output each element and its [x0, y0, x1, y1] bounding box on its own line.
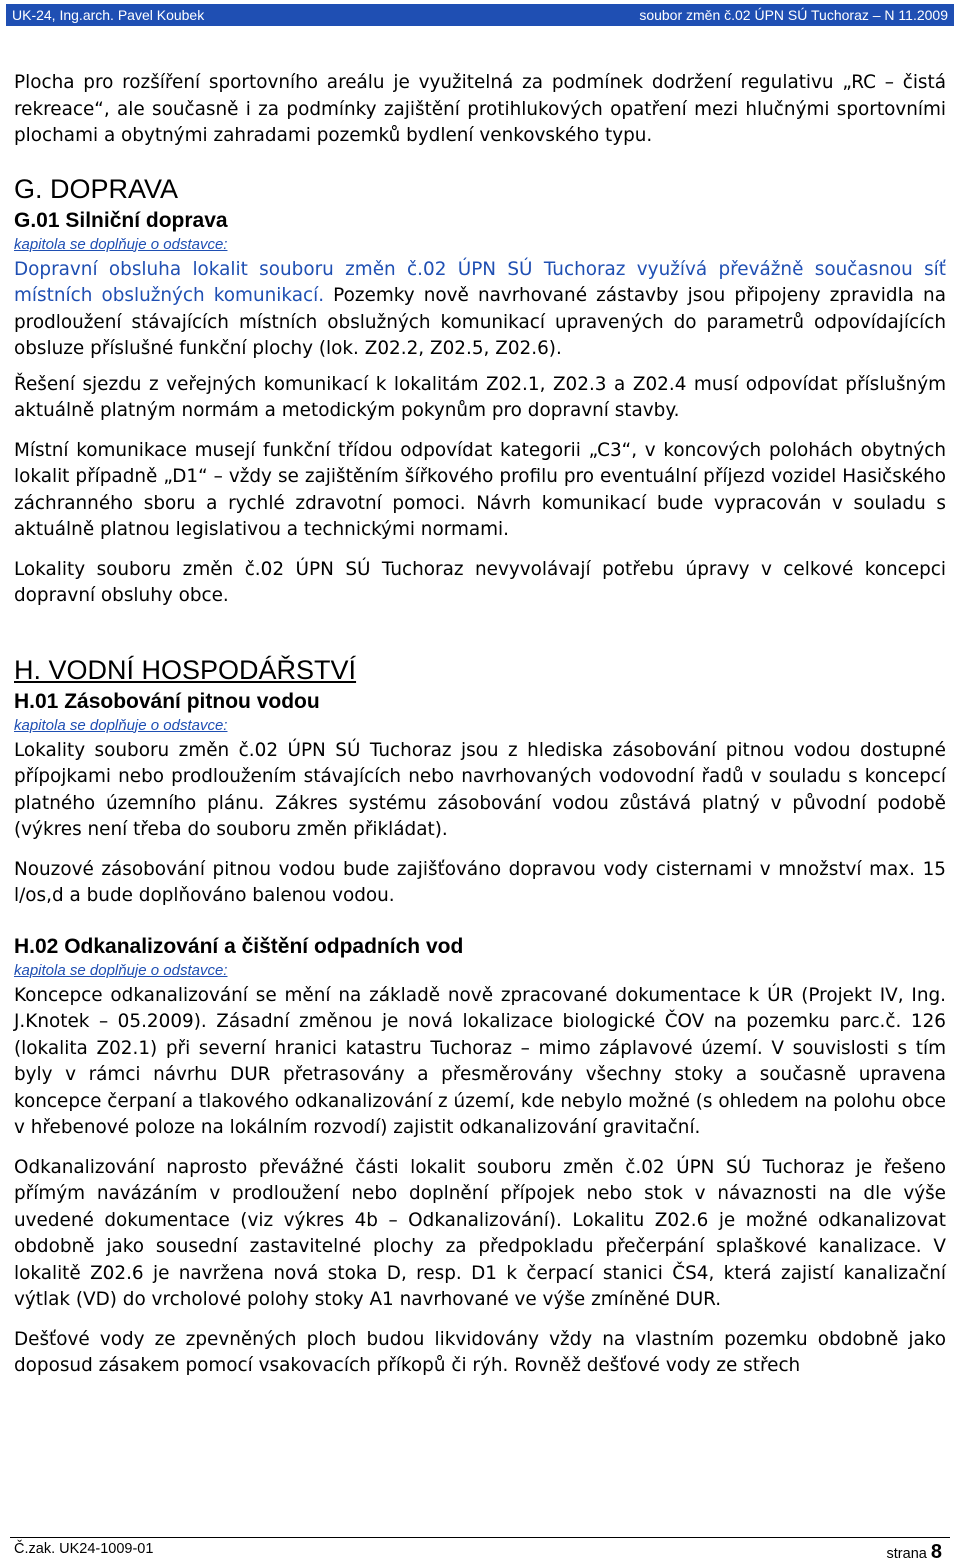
section-h02-note: kapitola se doplňuje o odstavce: [14, 961, 228, 979]
page-header [6, 4, 954, 26]
section-h-title: H. VODNÍ HOSPODÁŘSTVÍ [14, 654, 357, 685]
section-g01-paragraph-2: Řešení sjezdu z veřejných komunikací k lokalitám Z02.1, Z02.3 a Z02.4 musí odpovídat příslušným aktuálně platným normám a metodickým pokynům pro dopravní stavby. [14, 373, 946, 421]
section-h02-paragraph-3: Dešťové vody ze zpevněných ploch budou likvidovány vždy na vlastním pozemku obdobně jako doposud zásakem pomocí vsakovacích příkopů či rýh. Rovněž dešťové vody ze střech [14, 1328, 946, 1376]
footer-page-number: 8 [930, 1541, 942, 1563]
section-g01-paragraph-4: Lokality souboru změn č.02 ÚPN SÚ Tuchoraz nevyvolávají potřebu úpravy v celkové koncepci dopravní obsluhy obce. [14, 558, 946, 606]
footer-contract-number: Č.zak. UK24-1009-01 [14, 1541, 154, 1557]
page-footer [14, 1541, 942, 1564]
section-h02-title: H.02 Odkanalizování a čištění odpadních vod [14, 934, 464, 958]
footer-page [887, 1541, 942, 1564]
footer-page-label: strana [886, 1546, 927, 1562]
section-g01-note: kapitola se doplňuje o odstavce: [14, 235, 228, 253]
footer-divider [10, 1537, 950, 1538]
section-g01-paragraph-1-highlight: Dopravní obsluha lokalit souboru změn č.02 ÚPN SÚ Tuchoraz využívá převážně současnou síť místních obslužných komunikací. [14, 258, 946, 306]
section-h01-note: kapitola se doplňuje o odstavce: [14, 716, 228, 734]
section-g-title: G. DOPRAVA [14, 173, 179, 204]
section-h01-paragraph-1: Lokality souboru změn č.02 ÚPN SÚ Tuchoraz jsou z hlediska zásobování pitnou vodou dostupné přípojkami nebo prodloužením stávajících nebo navrhovaných vodovodní řadů v souladu s koncepcí platného územního plánu. Zákres systému zásobování vodou zůstává platný v původní podobě (výkres není třeba do souboru změn přikládat). [14, 739, 946, 840]
section-h02-paragraph-1: Koncepce odkanalizování se mění na základě nově zpracované dokumentace k ÚR (Projekt IV, Ing. J.Knotek – 05.2009). Zásadní změnou je nová lokalizace biologické ČOV na pozemku parc.č. 126 (lokalita Z02.1) při severní hranici katastru Tuchoraz – mimo záplavové území. V souvislosti s tím byly v rámci návrhu DUR přetrasovány a přesměrovány všechny stoky a současně upravena koncepce čerpaní a tlakového odkanalizování z území, kde nebylo možné (s ohledem na polohu obce v hřebenové poloze na lokálním rozvodí) zajistit odkanalizování gravitační. [14, 984, 946, 1138]
section-g01-paragraph-1 [14, 257, 946, 363]
intro-paragraph: Plocha pro rozšíření sportovního areálu je využitelná za podmínek dodržení regulativu „RC – čistá rekreace“, ale současně i za podmínky zajištění protihlukových opatření mezi hlučnými sportovními plochami a obytnými zahradami pozemků bydlení venkovského typu. [14, 72, 946, 146]
section-h01-title: H.01 Zásobování pitnou vodou [14, 689, 320, 713]
section-h02-paragraph-2: Odkanalizování naprosto převážné části lokalit souboru změn č.02 ÚPN SÚ Tuchoraz je řešeno přímým navázáním v prodloužení nebo doplnění přípojek nebo stok v návaznosti na dle výše uvedené dokumentace (viz výkres 4b – Odkanalizování). Lokalitu Z02.6 je možné odkanalizovat obdobně jako sousední zastavitelné plochy za předpokladu přečerpání splaškové kanalizace. V lokalitě Z02.6 je navržena nová stoka D, resp. D1 k čerpací stanici ČS4, která zajistí kanalizační výtlak (VD) do vrcholové polohy stoky A1 navrhované ve výše zmíněné DUR. [14, 1156, 946, 1310]
section-h01-paragraph-2: Nouzové zásobování pitnou vodou bude zajišťováno dopravou vody cisternami v množství max. 15 l/os,d a bude doplňováno balenou vodou. [14, 858, 946, 906]
section-g01-paragraph-1-rest: Pozemky nově navrhované zástavby jsou připojeny zpravidla na prodloužení stávajících místních obslužných komunikací upravených do parametrů odpovídajících obsluze příslušné funkční plochy (lok. Z02.2, Z02.5, Z02.6). [14, 285, 946, 359]
document-body [14, 38, 946, 1380]
header-author: UK-24, Ing.arch. Pavel Koubek [12, 7, 205, 23]
header-document: soubor změn č.02 ÚPN SÚ Tuchoraz – N 11.2009 [639, 7, 948, 23]
section-g01-title: G.01 Silniční doprava [14, 208, 228, 232]
section-g01-paragraph-3: Místní komunikace musejí funkční třídou odpovídat kategorii „C3“, v koncových polohách obytných lokalit případně „D1“ – vždy se zajištěním šířkového profilu pro eventuální příjezd vozidel Hasičského záchranného sboru a rychlé zdravotní pomoci. Návrh komunikací bude vypracován v souladu s aktuálně platnou legislativou a technickými normami. [14, 439, 946, 540]
